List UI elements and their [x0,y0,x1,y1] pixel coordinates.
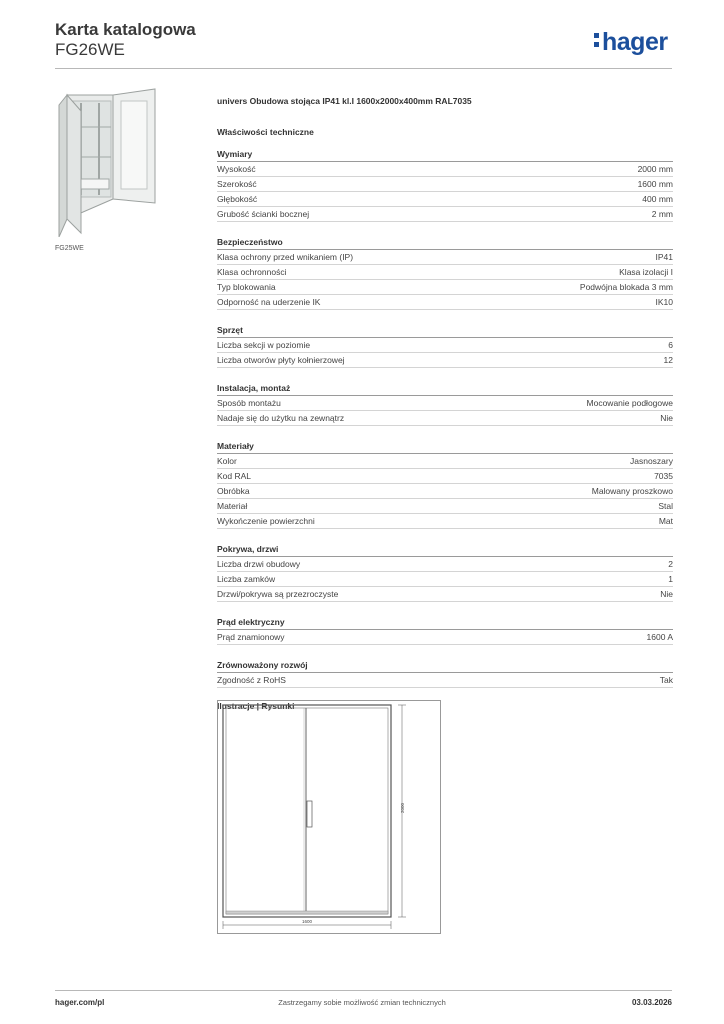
spec-row [217,484,673,499]
spec-row [217,353,673,368]
spec-row [217,280,673,295]
spec-label: Zgodność z RoHS [217,675,286,685]
spec-value: Malowany proszkowo [591,486,673,496]
spec-label: Materiał [217,501,248,511]
section-title: Materiały [217,439,673,454]
spec-row [217,514,673,529]
product-image-caption: FG25WE [55,245,84,252]
spec-value: 2 mm [651,209,673,219]
spec-label: Kod RAL [217,471,252,481]
spec-label: Liczba drzwi obudowy [217,559,301,569]
footer-notice: Zastrzegamy sobie możliwość zmian technicznych [278,998,446,1007]
spec-value: Tak [659,675,673,685]
spec-section [217,542,673,602]
page-title: Karta katalogowa [55,20,196,39]
spec-value: Mocowanie podłogowe [586,398,673,408]
illustrations-heading: Ilustracje | Rysunki [217,701,295,711]
spec-label: Sposób montażu [217,398,281,408]
spec-label: Prąd znamionowy [217,632,285,642]
footer-website[interactable]: hager.com/pl [55,998,105,1007]
spec-section [217,381,673,426]
spec-label: Głębokość [217,194,258,204]
spec-value: Jasnoszary [630,456,673,466]
spec-section [217,147,673,222]
width-dimension-label: 1600 [302,919,313,924]
spec-label: Nadaje się do użytku na zewnątrz [217,413,345,423]
spec-section [217,658,673,688]
spec-label: Wysokość [217,164,256,174]
spec-label: Liczba sekcji w poziomie [217,340,311,350]
spec-row [217,192,673,207]
spec-row [217,265,673,280]
spec-row [217,587,673,602]
spec-row [217,572,673,587]
product-code: FG26WE [55,40,125,59]
spec-value: 1600 mm [637,179,673,189]
section-title: Wymiary [217,147,673,162]
logo-dots-icon [594,33,600,51]
spec-row [217,469,673,484]
spec-value: 2 [668,559,673,569]
spec-value: 1600 A [646,632,673,642]
section-title: Bezpieczeństwo [217,235,673,250]
spec-value: Stal [658,501,673,511]
height-dimension-label: 2000 [400,802,405,813]
header-divider [55,68,672,69]
spec-label: Drzwi/pokrywa są przezroczyste [217,589,339,599]
spec-label: Grubość ścianki bocznej [217,209,310,219]
spec-label: Liczba zamków [217,574,276,584]
spec-row [217,162,673,177]
spec-value: Mat [658,516,673,526]
spec-value: IP41 [655,252,673,262]
spec-label: Odporność na uderzenie IK [217,297,321,307]
hager-logo [594,28,668,57]
spec-label: Typ blokowania [217,282,276,292]
section-title: Instalacja, montaż [217,381,673,396]
spec-value: 400 mm [642,194,673,204]
spec-row [217,338,673,353]
spec-label: Liczba otworów płyty kołnierzowej [217,355,345,365]
section-title: Zrównoważony rozwój [217,658,673,673]
spec-value: 2000 mm [637,164,673,174]
spec-content [217,96,673,711]
logo-text: hager [602,28,668,56]
spec-row [217,673,673,688]
spec-row [217,499,673,514]
section-title: Pokrywa, drzwi [217,542,673,557]
spec-section [217,323,673,368]
footer-divider [55,990,672,991]
section-title: Prąd elektryczny [217,615,673,630]
spec-row [217,630,673,645]
spec-value: 6 [668,340,673,350]
spec-row [217,557,673,572]
spec-value: 12 [663,355,673,365]
spec-label: Kolor [217,456,237,466]
spec-value: 1 [668,574,673,584]
spec-row [217,411,673,426]
spec-row [217,207,673,222]
spec-label: Wykończenie powierzchni [217,516,315,526]
spec-section [217,615,673,645]
spec-row [217,396,673,411]
spec-row [217,295,673,310]
spec-label: Klasa ochronności [217,267,287,277]
spec-sections [217,147,673,688]
footer-date: 03.03.2026 [631,998,672,1007]
spec-row [217,454,673,469]
spec-row [217,177,673,192]
spec-section [217,235,673,310]
spec-label: Klasa ochrony przed wnikaniem (IP) [217,252,354,262]
spec-section [217,439,673,529]
spec-value: Podwójna blokada 3 mm [579,282,673,292]
technical-properties-heading: Właściwości techniczne [217,127,314,137]
spec-value: 7035 [654,471,673,481]
technical-drawing [217,700,441,934]
section-title: Sprzęt [217,323,673,338]
spec-value: Nie [660,589,673,599]
spec-label: Szerokość [217,179,257,189]
spec-value: Nie [660,413,673,423]
spec-value: IK10 [655,297,673,307]
spec-value: Klasa izolacji I [619,267,673,277]
product-image [55,87,205,237]
product-description: univers Obudowa stojąca IP41 kl.I 1600x2000x400mm RAL7035 [217,96,472,106]
spec-label: Obróbka [217,486,250,496]
spec-row [217,250,673,265]
